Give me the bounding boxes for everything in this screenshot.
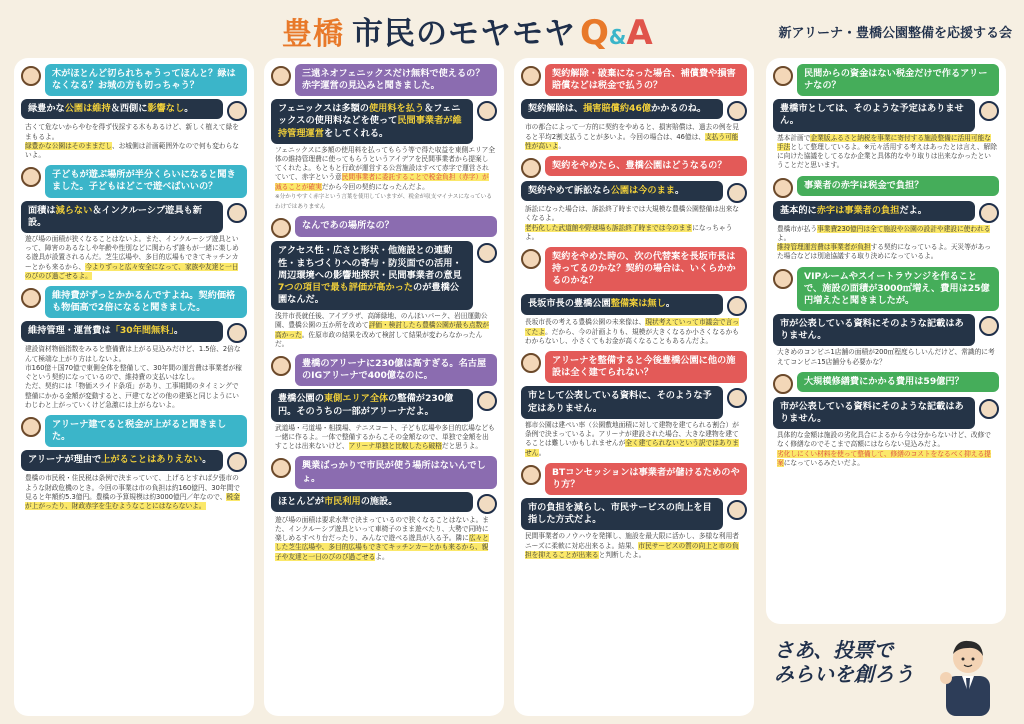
body-highlight: 事業費230億円は全て施設や公園の設計や建設に使われる	[817, 224, 991, 233]
answerer-avatar-icon	[979, 203, 999, 223]
slogan-line-1: さあ、投票で	[774, 638, 894, 662]
explanation-text	[271, 516, 497, 562]
column-4	[766, 58, 1006, 624]
answerer-avatar-icon	[727, 101, 747, 121]
body-text: 訴訟になった場合は、訴訟終了時までは大規模な豊橋公園整備は出来なくなるよ。	[525, 205, 739, 223]
body-highlight: 広々とした芝生広場や、多目的広場もできてキッチンカーとかも来るから、親子や友達と一日のびのび過ごせる	[275, 534, 489, 561]
answer-bubble	[773, 201, 975, 221]
body-text: だと思うよ。	[441, 442, 483, 451]
body-text: だから今回の契約になったんだよ。	[321, 182, 429, 191]
answer-highlight: 損害賠償約46億	[583, 103, 652, 115]
explanation-text	[521, 532, 747, 560]
answer-text: アリーナが理由で	[28, 454, 102, 466]
explanation-text	[21, 235, 247, 281]
body-text: 民間事業者のノウハウを発揮し、施設を最大限に活かし、多様な利用者ニーズに柔軟に対応出来るよ。結果、	[525, 532, 739, 550]
body-text: 。	[538, 448, 546, 457]
question-bubble: アリーナを整備すると今後豊橋公園に他の施設は全く建てられない？	[545, 351, 747, 383]
explanation-text	[271, 312, 497, 349]
body-highlight: 民間事業者に委託することで税金負担（赤字）が減ることが確実	[275, 173, 489, 191]
answer-text: の豊橋公園	[564, 298, 611, 310]
explanation-text	[271, 146, 497, 212]
answer-text: かかるのね。	[651, 103, 707, 115]
answer-bubble	[521, 181, 723, 201]
body-text: ただ、契約には「物価スライド条項」があり、工事期間のタイミングで整備にかかる金額が変動すると、戸建てなどの他の建築と同じようにいわじわと上がっていくけど急激には上がらないよ。	[25, 382, 239, 409]
questioner-avatar-icon	[21, 417, 41, 437]
body-text: として整理しているよ。※元々活用する考えはあったとは言え、解除に向けた協議をしてるなか企業と具体的なやり取りは出来なかったということだと思います。	[777, 142, 997, 170]
body-text: する契約になっているよ。天災等があった場合などは別途協議する取り決めになっているよ。	[777, 243, 991, 261]
qa-park-after-cancel	[521, 156, 747, 242]
question-bubble: 興業ばっかりで市民が使う場所はないんでしょ。	[295, 456, 497, 488]
question-bubble: VIPルームやスイートラウンジを作ることで、施設の面積が3000㎡増え、費用は25億円増えたと聞きましたが。	[797, 267, 999, 311]
body-highlight: 劣化しにくい材料を使って整備して、修繕のコストをなるべく抑える提案	[777, 449, 991, 467]
answer-highlight: 公園は維持	[64, 103, 111, 115]
body-highlight: 税金が上がったり、財政赤字を生むようなことにはならないよ。	[25, 492, 240, 511]
body-text: 浅井市長就任後、アイプラザ、高師緑地、のんほいパーク、岩田運動公園、豊橋公園の五か所を改めて	[275, 312, 488, 330]
body-text: 都市公園は建ぺい率（公園敷地面積に対して建物を建てられる割合）が条例で決まっているよ。アリーナが建設された場合、大きな建物を建てることは難しいかもしれませんが	[525, 420, 739, 448]
qa-repair-cost	[773, 372, 999, 468]
answer-bubble	[21, 321, 223, 341]
answerer-avatar-icon	[477, 494, 497, 514]
qa-bt-concession	[521, 463, 747, 560]
body-text: 大きめのコンビニ1店舗の面積が200㎡程度らしいんだけど、常識的に考えてコンビニ15店舗分も必要かな？	[777, 348, 995, 366]
answer-bubble	[271, 389, 473, 421]
explanation-text	[521, 123, 747, 151]
body-text: 。佐原市政の結果を改めて検討して結果が変わらなかったんだ。	[275, 330, 483, 348]
answer-bubble: 市が公表している資料にそのような記載はありません。	[773, 314, 975, 346]
body-highlight: 今よりずっと広々安全になって、家族や友達と一日のびのび過ごせるよ。	[25, 262, 239, 280]
questioner-avatar-icon	[21, 288, 41, 308]
answerer-avatar-icon	[727, 500, 747, 520]
answerer-avatar-icon	[227, 101, 247, 121]
answer-bubble	[271, 492, 473, 512]
answer-text: だよ。	[899, 204, 927, 216]
header	[0, 0, 1024, 58]
answer-text: 。	[665, 298, 675, 310]
answerer-avatar-icon	[727, 296, 747, 316]
question-bubble: 契約解除・破棄になった場合、補償費や損害賠償などは税金で払うの？	[545, 64, 747, 96]
body-text: 古くて危ないからやむを得ず伐採する木もあるけど、新しく植えて緑をまもるよ。	[25, 123, 239, 141]
questioner-avatar-icon	[21, 167, 41, 187]
explanation-text	[271, 424, 497, 452]
question-bubble: 三遠ネオフェニックスだけ無料で使えるの？赤字運営の見込みと聞きました。	[295, 64, 497, 96]
answerer-avatar-icon	[227, 203, 247, 223]
body-text: 市の都合によって一方的に契約をやめると、損害賠償は、過去の例を見ると平均2割支払うことが多いよ。今回の場合は、46億は、	[525, 123, 739, 141]
body-text: 豊橋市が払う	[777, 224, 818, 233]
body-text: よ。	[777, 233, 791, 242]
body-highlight: 維持管理運営費は事業者が負担	[777, 243, 871, 252]
body-text: 建設資材物価指数をみると整備費は上がる見込みだけど、1.5倍、2倍なんて極端な上がり方はしないよ。	[25, 345, 241, 363]
answerer-avatar-icon	[979, 316, 999, 336]
body-text: 武道場・弓道場・相撲場、テニスコート、子ども広場や多目的広場なども一緒に作るよ。一体で整備するからこその金額なので、単独で金額を出すことは出来ないけど、	[275, 423, 495, 451]
answer-text: ほとんどが	[278, 495, 324, 507]
qa-private-funding	[773, 64, 999, 171]
question-bubble: 契約をやめた時の、次の代替案を長坂市長は持ってるのかな？契約の場合は、いくらかかるのかな？	[545, 247, 747, 291]
body-highlight: 老朽化した武道館や野球場も訴訟終了時までは今のまま	[525, 223, 693, 232]
explanation-text	[773, 348, 999, 367]
answer-text: 維持管理・運営費は	[28, 325, 111, 337]
answer-bubble: 市が公表している資料にそのような記載はありません。	[773, 397, 975, 429]
answer-highlight: 減らない	[55, 204, 93, 216]
body-highlight: 現状考えていって市議会で言ってたよ	[525, 318, 739, 336]
questioner-avatar-icon	[521, 465, 541, 485]
answer-highlight: 民間事業者が維持管理運営	[278, 115, 462, 139]
answer-text: アクセス性・広さと形状・他施設との連動性・まちづくりへの寄与・防災面での活用・周辺環境への影響地探択・民間事業者の意見	[278, 245, 462, 281]
questioner-avatar-icon	[773, 269, 793, 289]
qa-arena-cost	[271, 354, 497, 451]
answerer-avatar-icon	[477, 243, 497, 263]
explanation-text	[21, 474, 247, 511]
body-text: 豊橋の市民税・住民税は条例で決まっていて、上げるとすれば夕張市のような財政危機のとき。今回の事業は市の負担は約160億円、30年間で見ると年額約5.3億円。豊橋の予算規模は約3000億円／年なので、	[25, 474, 240, 501]
qa-tax-increase	[21, 415, 247, 511]
answer-text: 面積は	[28, 204, 56, 216]
answer-text: 契約解除は、	[528, 103, 584, 115]
body-text: 具体的な金額は施設の劣化具合によるから今は分からないけど、改修でなく修繕なのでそこまで高額にはならない見込みだよ。	[777, 431, 991, 449]
explanation-text	[21, 345, 247, 410]
questioner-avatar-icon	[521, 249, 541, 269]
qa-play-area	[21, 165, 247, 281]
slogan-line-2: みらいを創ろう	[774, 662, 914, 686]
question-bubble: 豊橋のアリーナに230億は高すぎる。名古屋のIGアリーナで400億なのに。	[295, 354, 497, 386]
body-highlight: 全く建てられないという訳ではありません	[525, 439, 739, 457]
questioner-avatar-icon	[773, 374, 793, 394]
answer-text: ＆フェニックスの使用料などを使って	[278, 103, 461, 127]
answer-bubble: 市の負担を減らし、市民サービスの向上を目指した方式だよ。	[521, 498, 723, 530]
question-bubble: 民間からの資金はない税金だけで作るアリーナなの？	[797, 64, 999, 96]
answer-text: ＆インクルーシブ遊具も新設。	[28, 204, 202, 228]
explanation-text	[773, 225, 999, 262]
organization-name: 新アリーナ・豊橋公園整備を応援する会	[778, 26, 1012, 41]
answer-text: 。	[174, 325, 184, 337]
answer-text: フェニックスは多額の	[278, 103, 369, 115]
questioner-avatar-icon	[773, 178, 793, 198]
questioner-avatar-icon	[271, 356, 291, 376]
slogan-text	[774, 638, 914, 686]
question-bubble: 大規模修繕費にかかる費用は59億円？	[797, 372, 999, 392]
body-text: 、お城側は計画範囲外なので何も変わらないよ。	[25, 141, 239, 160]
answer-bubble	[21, 450, 223, 470]
answer-text: 長坂市長	[528, 298, 565, 310]
questioner-avatar-icon	[521, 158, 541, 178]
qa-contract-cancel-cost	[521, 64, 747, 151]
answer-text: の整備が230億円。そのうちの一部がアリーナだよ。	[278, 393, 454, 417]
body-text: よ。	[375, 552, 389, 561]
businessman-illustration-icon	[936, 632, 998, 716]
question-bubble: BTコンセッションは事業者が儲けるためのやり方？	[545, 463, 747, 495]
body-text: と判断したよ。	[598, 550, 646, 559]
answerer-avatar-icon	[477, 101, 497, 121]
qa-vip-room	[773, 267, 999, 367]
body-text: フェニックスに多額の使用料を払ってもらう等で得た収益を東側エリア全体の維持管理費に使ってもらうというアイデアを民間事業者から提案してくれたよ。もともと行政が運営する公営施設はすべて赤字で運営されていて、赤字という意	[275, 145, 496, 182]
questioner-avatar-icon	[271, 218, 291, 238]
body-text: になっているみたいだよ。	[783, 458, 864, 467]
answerer-avatar-icon	[227, 323, 247, 343]
answer-text: 豊橋公園の	[278, 393, 324, 405]
qa-green-space	[21, 64, 247, 160]
questioner-avatar-icon	[521, 66, 541, 86]
body-highlight: 評価・検討したら豊橋公園が最も点数が高かった	[275, 321, 489, 339]
explanation-text	[21, 123, 247, 160]
questioner-avatar-icon	[21, 66, 41, 86]
vote-slogan	[766, 630, 1006, 716]
body-text: 長坂市長の考える豊橋公園の未来像は、	[525, 318, 646, 327]
body-highlight: アリーナ単独と比較したら破格	[348, 442, 442, 451]
body-text: 遊び場の面積が狭くなることはないよ。また、インクルーシブ遊具といって、障害のあるなしや年齢や性別などに関わらず誰もが一緒に楽しめる遊具が設置されるんだ。芝生広場や、多目的広場もできてキッチンカーとかも来るから、	[25, 234, 239, 271]
answer-bubble	[21, 99, 223, 119]
title-toyohashi: 豊橋	[282, 17, 344, 52]
answer-bubble: 市として公表している資料に、そのような予定はありません。	[521, 386, 723, 418]
answer-text: 基本的に	[780, 204, 817, 216]
body-highlight: 緑豊かな公園はそのままだし	[25, 141, 112, 150]
questioner-avatar-icon	[271, 66, 291, 86]
footnote: ※分かりやすく赤字という言葉を使用していますが、税金が収支マイナスになっているわけではありません	[275, 193, 492, 210]
explanation-text	[521, 318, 747, 346]
answerer-avatar-icon	[979, 399, 999, 419]
answer-highlight: 上がることはありえない	[101, 454, 203, 466]
question-bubble: アリーナ建てると税金が上がると聞きました。	[45, 415, 247, 447]
questioner-avatar-icon	[271, 458, 291, 478]
body-text: 遊び場の面積は要求水準で決まっているので狭くなることはないよ。また、インクルーシブ遊具といって車椅子のまま遊べたり、大勢で同時に楽しめるすべり台だったり、みんなで遊べる遊具が入る予。隣に	[275, 515, 489, 543]
body-text: になっちゃうよ。	[525, 223, 733, 241]
qa-maintenance-cost	[21, 286, 247, 410]
body-text: 基本計画で	[777, 133, 811, 142]
body-highlight: 市民サービスの質の向上と市の負担を抑えることが出来る	[525, 541, 739, 559]
answer-bubble	[271, 99, 473, 143]
column-3	[514, 58, 754, 716]
answer-bubble	[521, 99, 723, 119]
title-main: 市民のモヤモヤ	[352, 16, 576, 52]
questioner-avatar-icon	[521, 353, 541, 373]
question-bubble: 子どもが遊ぶ場所が半分くらいになると聞きました。子どもはどこで遊べばいいの？	[45, 165, 247, 197]
answer-text: をしてくれる。	[323, 127, 389, 139]
answer-text: の施設。	[360, 495, 398, 507]
answer-bubble	[521, 294, 723, 314]
answerer-avatar-icon	[227, 452, 247, 472]
answer-highlight: 公園は今のまま	[610, 185, 675, 197]
answer-highlight: 赤字は事業者の負担	[816, 204, 900, 216]
column-1	[14, 58, 254, 716]
answer-text: 。	[184, 103, 194, 115]
answer-bubble	[271, 241, 473, 310]
column-2	[264, 58, 504, 716]
answerer-avatar-icon	[727, 388, 747, 408]
question-bubble: 木がほとんど切られちゃうってほんと？緑はなくなる？お城の方も切っちゃう？	[45, 64, 247, 96]
answerer-avatar-icon	[979, 101, 999, 121]
answer-highlight: 「30年間無料」	[110, 325, 174, 337]
question-bubble: 契約をやめたら、豊橋公園はどうなるの？	[545, 156, 747, 176]
question-bubble: 維持費がずっとかかるんですよね。契約価格も物価高で2倍になると聞きました。	[45, 286, 247, 318]
title-a: A	[626, 13, 653, 53]
qa-phoenix-usage	[271, 64, 497, 211]
page-title	[282, 8, 653, 53]
answer-highlight: 7つの項目で最も評価が高かった	[278, 281, 414, 293]
question-bubble: なんであの場所なの？	[295, 216, 497, 236]
question-bubble: 事業者の赤字は税金で負担？	[797, 176, 999, 196]
answer-text: 緑豊かな	[28, 103, 65, 115]
qa-alternative-plan	[521, 247, 747, 346]
explanation-text	[773, 134, 999, 171]
answer-highlight: 整備案は無し	[610, 298, 666, 310]
answer-text: 契約やめて訴訟なら	[528, 185, 611, 197]
answer-bubble: 豊橋市としては、そのような予定はありません。	[773, 99, 975, 131]
explanation-text	[521, 205, 747, 242]
answer-text: ＆西側に	[110, 103, 148, 115]
body-text: 。	[558, 141, 566, 150]
explanation-text	[521, 421, 747, 458]
answer-text: のが豊橋公園なんだ。	[278, 281, 459, 305]
explanation-text	[773, 431, 999, 468]
answer-highlight: 東側エリア全体	[323, 393, 389, 405]
title-amp: &	[608, 25, 627, 49]
answerer-avatar-icon	[477, 391, 497, 411]
body-highlight: 支払う可能性が高いよ	[525, 132, 739, 150]
answer-highlight: 市民利用	[323, 495, 361, 507]
answerer-avatar-icon	[727, 183, 747, 203]
body-text: 市160億＋国70億で東側全体を整備して、30年間の運営費は事業者が稼ぐという契約になっているので、維持費の支払いはなし。	[25, 363, 242, 382]
answer-highlight: 使用料を払う	[368, 103, 425, 115]
title-q: Q	[580, 13, 609, 53]
body-text: 。だから、今の計画よりも、規模が大きくなるか小さくなるかもわからないし、小さくてもお金が高くなることもあるんだよ。	[525, 327, 739, 345]
qa-deficit-burden	[773, 176, 999, 262]
questioner-avatar-icon	[773, 66, 793, 86]
answer-highlight: 影響なし	[147, 103, 185, 115]
body-highlight: 企業版ふるさと納税を事業に寄付する施設整備に活用可能な手法	[777, 133, 991, 151]
qa-location	[271, 216, 497, 349]
qa-citizen-use	[271, 456, 497, 562]
answer-text: 。	[675, 185, 685, 197]
answer-text: 。	[202, 454, 212, 466]
qa-other-facilities	[521, 351, 747, 458]
answer-bubble	[21, 201, 223, 233]
